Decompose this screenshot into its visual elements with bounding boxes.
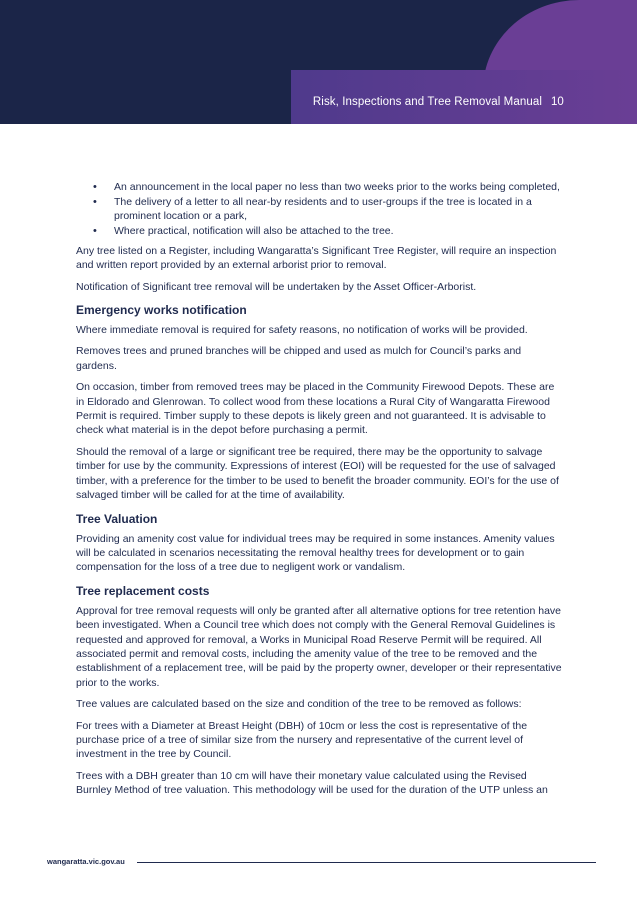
page-number: 10 — [551, 96, 564, 108]
footer-divider — [137, 862, 596, 863]
notification-list — [76, 180, 562, 239]
paragraph: Removes trees and pruned branches will be chipped and used as mulch for Council’s parks and gardens. — [76, 345, 522, 372]
paragraph: Should the removal of a large or significant tree be required, there may be the opportunity to salvage timber for use by the community. Expressions of interest (EOI) will be requested for the use of salvaged timber, with a preference for the timber to be used to benefit the broader community. EOI’s for the use of salvaged timber will be called for at the time of availability. — [76, 445, 559, 502]
list-item: • The delivery of a letter to all near-by residents and to user-groups if the tree is located in a prominent location or a park, — [76, 195, 562, 224]
paragraph: Any tree listed on a Register, including Wangaratta’s Significant Tree Register, will require an inspection and written report provided by an external arborist prior to removal. — [76, 244, 557, 272]
section-heading-valuation: Tree Valuation — [76, 511, 158, 526]
list-item: • An announcement in the local paper no less than two weeks prior to the works being completed, — [76, 180, 562, 194]
page-body — [76, 180, 562, 805]
list-item: • Where practical, notification will also be attached to the tree. — [76, 224, 562, 238]
paragraph: Where immediate removal is required for safety reasons, no notification of works will be provided. — [76, 324, 528, 337]
paragraph: On occasion, timber from removed trees may be placed in the Community Firewood Depots. These are in Eldorado and Glenrowan. To collect wood from these locations a Rural City of Wangaratta Firewood Permit is required. Timber supply to these depots is likely green and not guaranteed. It is advisable to check what material is in the depot before purchasing a permit. — [76, 381, 555, 437]
footer-website-link[interactable]: wangaratta.vic.gov.au — [47, 857, 125, 866]
section-heading-replacement: Tree replacement costs — [76, 583, 210, 598]
paragraph: Trees with a DBH greater than 10 cm will have their monetary value calculated using the Revised Burnley Method of tree valuation. This methodology will be used for the duration of the UTP unless an — [76, 769, 548, 797]
document-title: Risk, Inspections and Tree Removal Manual — [312, 96, 542, 108]
paragraph: Providing an amenity cost value for individual trees may be required in some instances. Amenity values will be calculated in scenarios necessitating the removal healthy trees for development or to gain compensation for the loss of a tree due to negligent work or vandalism. — [76, 532, 555, 574]
page-header — [0, 0, 637, 124]
paragraph: For trees with a Diameter at Breast Height (DBH) of 10cm or less the cost is representative of the purchase price of a tree of similar size from the nursery and representative of the current level of investment in the tree by Council. — [76, 719, 528, 761]
paragraph: Notification of Significant tree removal will be undertaken by the Asset Officer-Arborist. — [76, 280, 477, 293]
paragraph: Approval for tree removal requests will only be granted after all alternative options for tree retention have been investigated. When a Council tree which does not comply with the General Removal Guidelines is requested and approved for removal, a Works in Municipal Road Reserve Permit will be required. All associated permit and removal costs, including the amenity value of the tree to be removed and the establishment of a replacement tree, will be paid by the property owner, developer or their representative prior to the works. — [76, 604, 562, 689]
section-heading-emergency: Emergency works notification — [76, 303, 247, 318]
paragraph: Tree values are calculated based on the size and condition of the tree to be removed as follows: — [76, 698, 522, 711]
